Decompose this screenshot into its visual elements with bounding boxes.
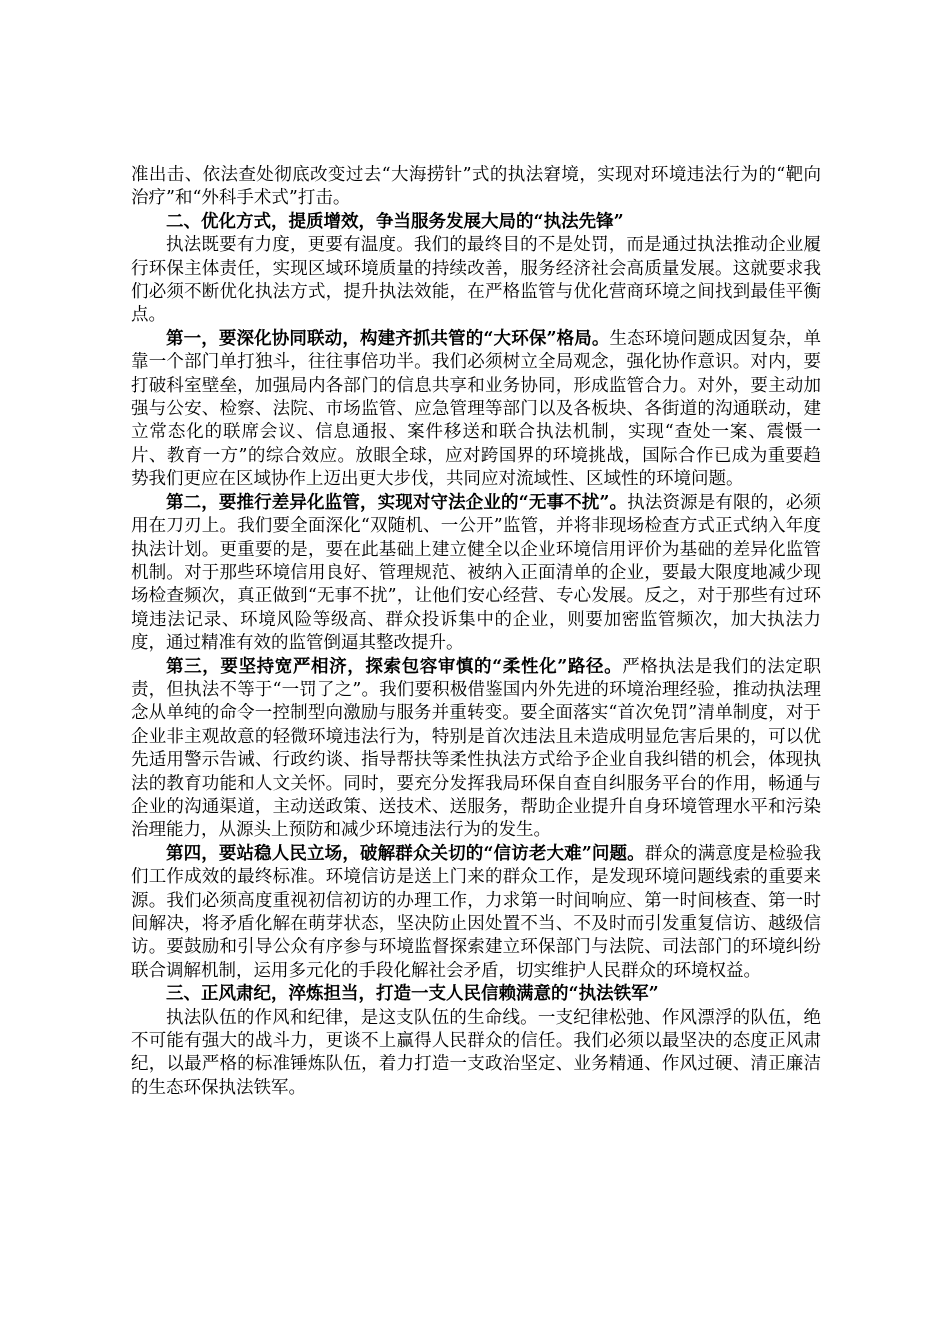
paragraph-lead: 第一，要深化协同联动，构建齐抓共管的“大环保”格局。 bbox=[166, 328, 610, 349]
paragraph-lead: 第三，要坚持宽严相济，探索包容审慎的“柔性化”路径。 bbox=[166, 656, 623, 677]
paragraph-point-4 bbox=[131, 843, 821, 983]
paragraph-text: 群众的满意度是检验我们工作成效的最终标准。环境信访是送上门来的群众工作，是发现环境问题线索的重要来源。我们必须高度重视初信初访的办理工作，力求第一时间响应、第一时间核查、第一时间解决，将矛盾化解在萌芽状态，坚决防止因处置不当、不及时而引发重复信访、越级信访。要鼓励和引导公众有序参与环境监督探索建立环保部门与法院、司法部门的环境纠纷联合调解机制，运用多元化的手段化解社会矛盾，切实维护人民群众的环境权益。 bbox=[131, 843, 821, 981]
paragraph-text: 执法资源是有限的，必须用在刀刃上。我们要全面深化“双随机、一公开”监管，并将非现场检查方式正式纳入年度执法计划。更重要的是，要在此基础上建立健全以企业环境信用评价为基础的差异化监管机制。对于那些环境信用良好、管理规范、被纳入正面清单的企业，要最大限度地减少现场检查频次，真正做到“无事不扰”，让他们安心经营、专心发展。反之，对于那些有过环境违法记录、环境风险等级高、群众投诉集中的企业，则要加密监管频次，加大执法力度，通过精准有效的监管倒逼其整改提升。 bbox=[131, 492, 822, 654]
paragraph-section-2-intro bbox=[131, 234, 821, 328]
paragraph-text: 执法既要有力度，更要有温度。我们的最终目的不是处罚，而是通过执法推动企业履行环保主体责任，实现区域环境质量的持续改善，服务经济社会高质量发展。这就要求我们必须不断优化执法方式，提升执法效能，在严格监管与优化营商环境之间找到最佳平衡点。 bbox=[131, 235, 821, 326]
paragraph-lead: 第四，要站稳人民立场，破解群众关切的“信访老大难”问题。 bbox=[166, 843, 645, 864]
heading-text: 三、正风肃纪，淬炼担当，打造一支人民信赖满意的“执法铁军” bbox=[166, 984, 659, 1005]
paragraph-text: 严格执法是我们的法定职责，但执法不等于“一罚了之”。我们要积极借鉴国内外先进的环境治理经验，推动执法理念从单纯的命令一控制型向激励与服务并重转变。要全面落实“首次免罚”清单制度，对于企业非主观故意的轻微环境违法行为，特别是首次违法且未造成明显危害后果的，可以优先适用警示告诫、行政约谈、指导帮扶等柔性执法方式给予企业自我纠错的机会，体现执法的教育功能和人文关怀。同时，要充分发挥我局环保自查自纠服务平台的作用，畅通与企业的沟通渠道，主动送政策、送技术、送服务，帮助企业提升自身环境管理水平和污染治理能力，从源头上预防和减少环境违法行为的发生。 bbox=[131, 656, 821, 841]
paragraph-text: 生态环境问题成因复杂，单靠一个部门单打独斗，往往事倍功半。我们必须树立全局观念，强化协作意识。对内，要打破科室壁垒，加强局内各部门的信息共享和业务协同，形成监管合力。对外，要主动加强与公安、检察、法院、市场监管、应急管理等部门以及各板块、各街道的沟通联动，建立常态化的联席会议、信息通报、案件移送和联合执法机制，实现“查处一案、震慑一片、教育一方”的综合效应。放眼全球，应对跨国界的环境挑战，国际合作已成为重要趋势我们更应在区域协作上迈出更大步伐，共同应对流域性、区域性的环境问题。 bbox=[131, 328, 821, 490]
document-page bbox=[131, 164, 821, 1100]
paragraph-text: 执法队伍的作风和纪律，是这支队伍的生命线。一支纪律松弛、作风漂浮的队伍，绝不可能有强大的战斗力，更谈不上赢得人民群众的信任。我们必须以最坚决的态度正风肃纪，以最严格的标准锤炼队伍，着力打造一支政治坚定、业务精通、作风过硬、清正廉洁的生态环保执法铁军。 bbox=[131, 1007, 821, 1098]
heading-text: 二、优化方式，提质增效，争当服务发展大局的“执法先锋” bbox=[166, 211, 624, 232]
section-heading-3 bbox=[131, 983, 821, 1006]
section-heading-2 bbox=[131, 211, 821, 234]
paragraph-point-1 bbox=[131, 328, 821, 492]
paragraph-continuation bbox=[131, 164, 821, 211]
paragraph-text: 准出击、依法查处彻底改变过去“大海捞针”式的执法窘境，实现对环境违法行为的“靶向治疗”和“外科手术式”打击。 bbox=[131, 165, 821, 209]
paragraph-section-3-intro bbox=[131, 1007, 821, 1101]
paragraph-point-3 bbox=[131, 656, 821, 843]
paragraph-point-2 bbox=[131, 492, 821, 656]
paragraph-lead: 第二，要推行差异化监管，实现对守法企业的“无事不扰”。 bbox=[166, 492, 628, 513]
